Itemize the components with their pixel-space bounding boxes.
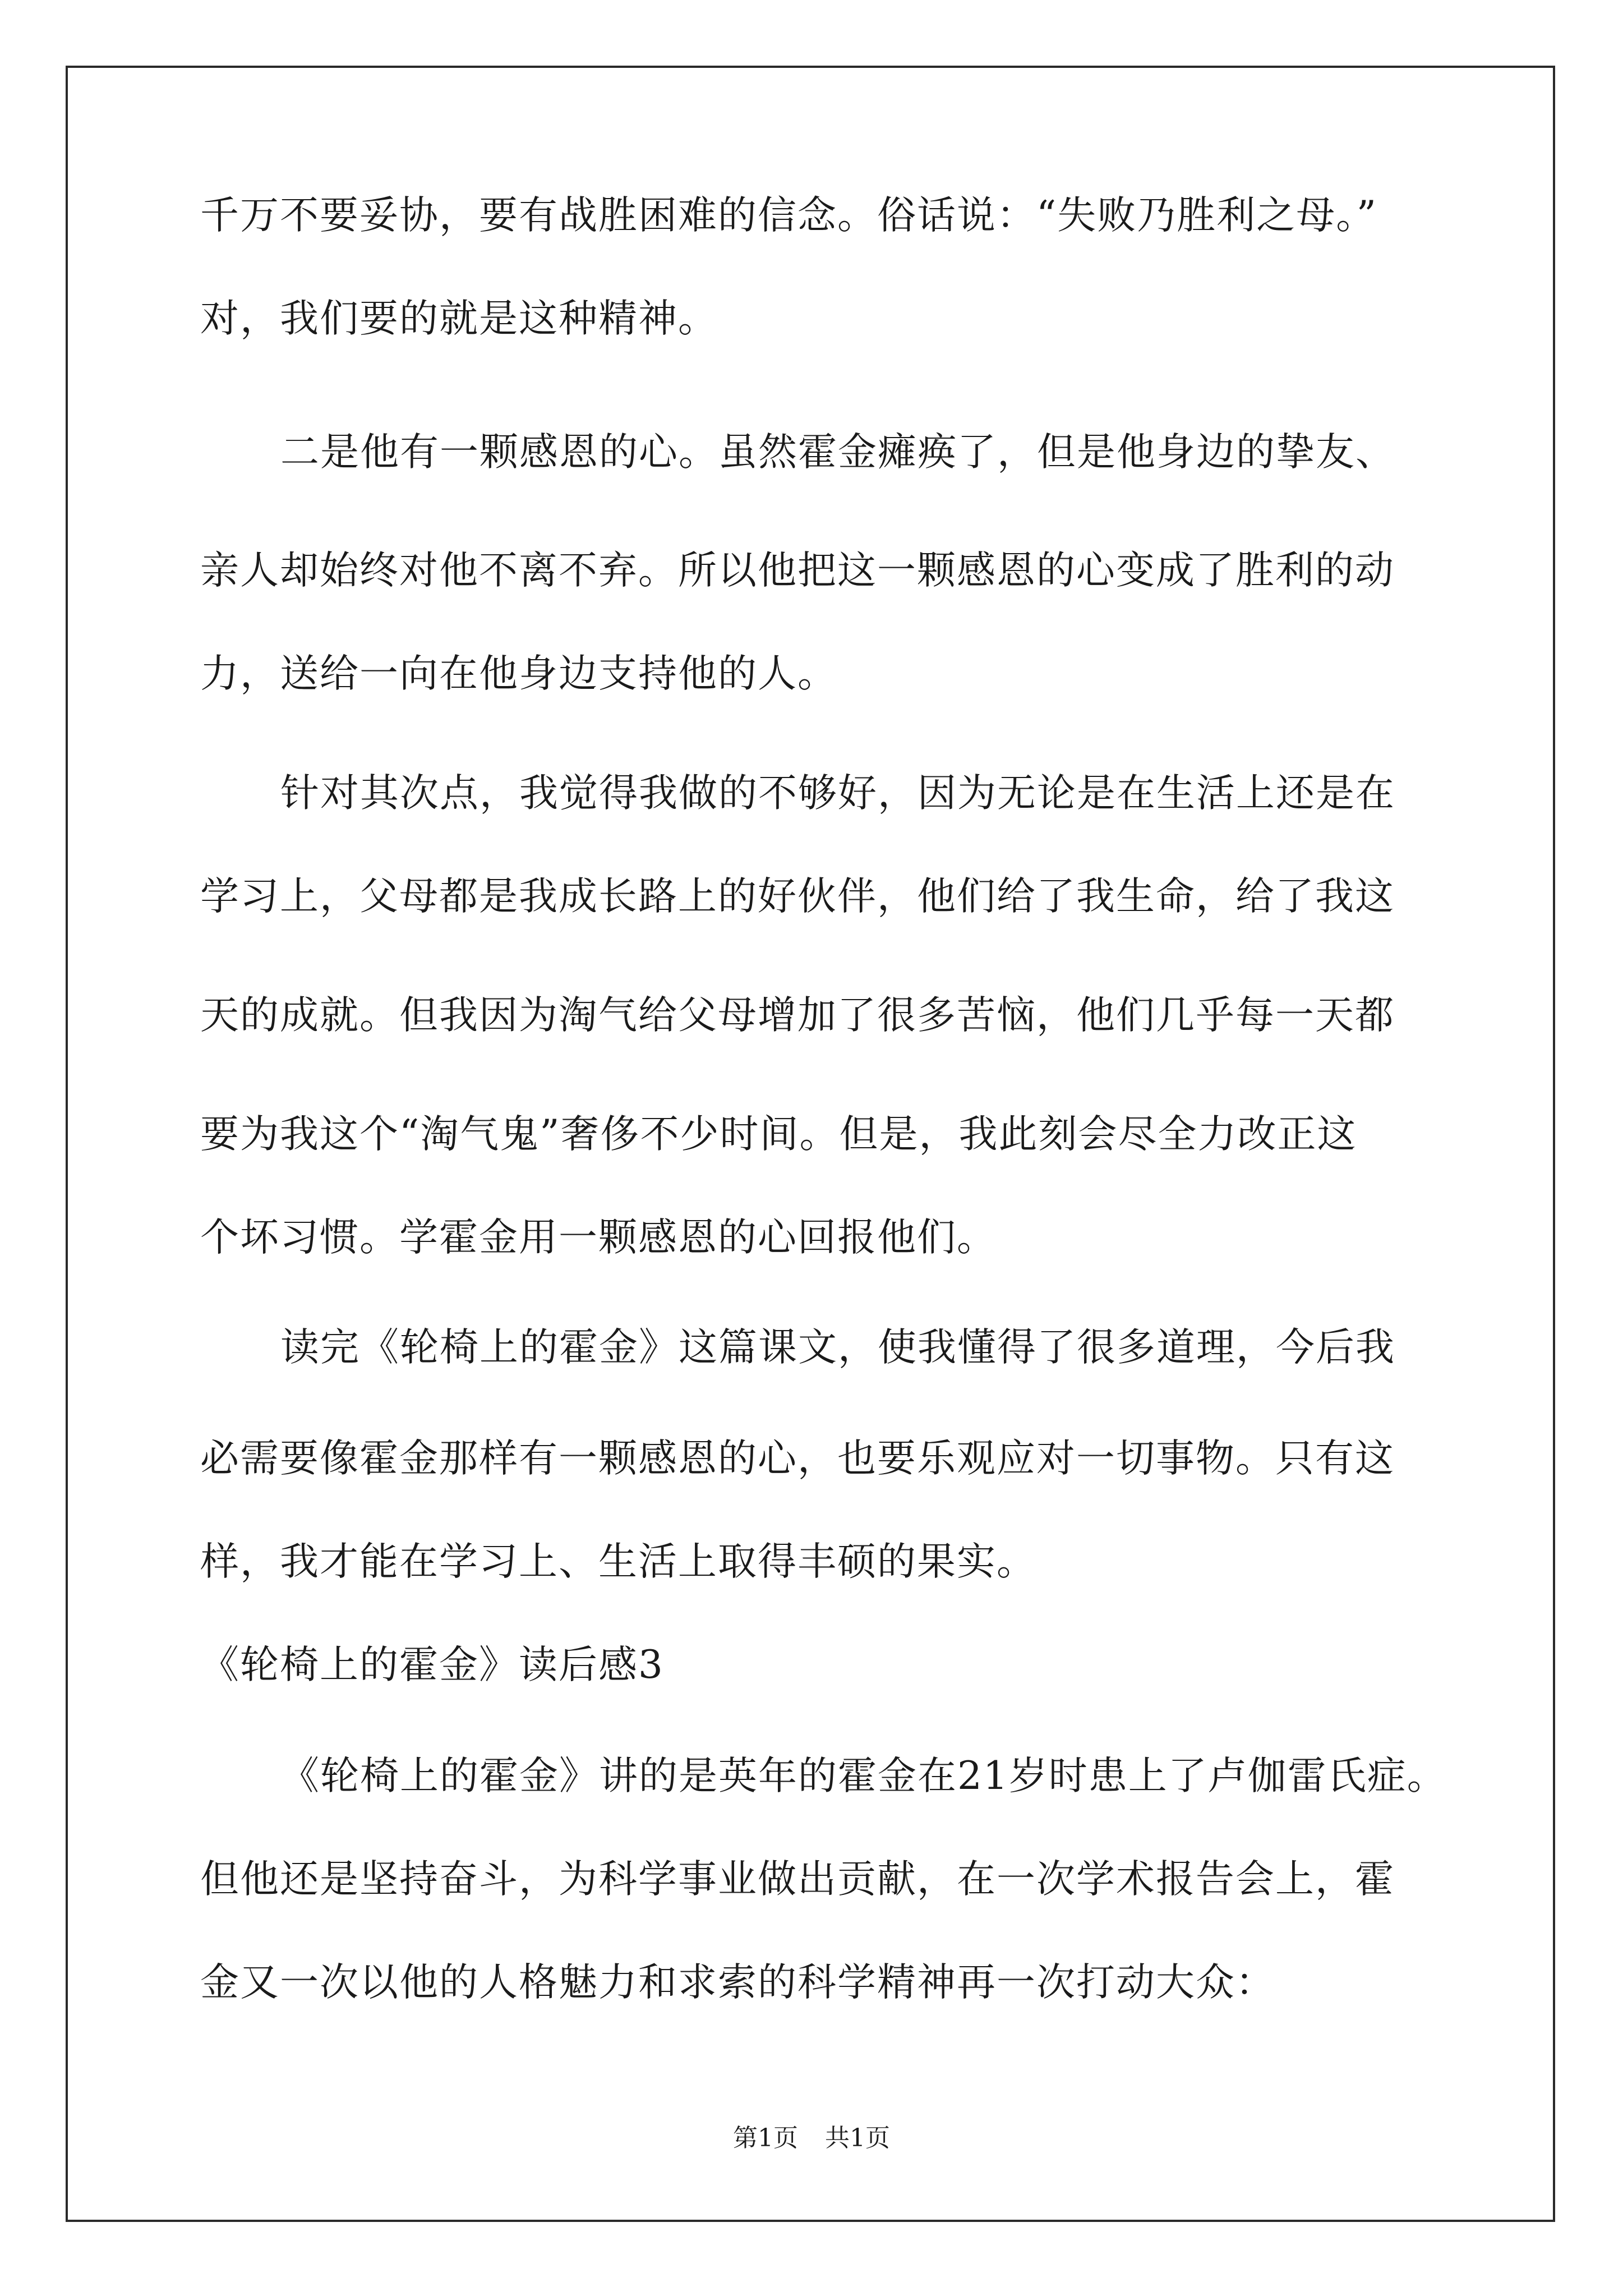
section-heading: 《轮椅上的霍金》读后感3 (200, 1642, 664, 1687)
text-line: 但他还是坚持奋斗，为科学事业做出贡献，在一次学术报告会上，霍 (200, 1857, 1395, 1902)
text-line: 要为我这个“淘气鬼”奢侈不少时间。但是，我此刻会尽全力改正这 (200, 1112, 1357, 1157)
text-line: 天的成就。但我因为淘气给父母增加了很多苦恼，他们几乎每一天都 (200, 993, 1395, 1038)
text-line: 个坏习惯。学霍金用一颗感恩的心回报他们。 (200, 1215, 997, 1260)
text-line: 学习上，父母都是我成长路上的好伙伴，他们给了我生命，给了我这 (200, 874, 1395, 919)
text-line: 力，送给一向在他身边支持他的人。 (200, 651, 837, 696)
page-total: 共1页 (825, 2124, 890, 2152)
text-line: 必需要像霍金那样有一颗感恩的心，也要乐观应对一切事物。只有这 (200, 1436, 1395, 1481)
text-line: 《轮椅上的霍金》讲的是英年的霍金在21岁时患上了卢伽雷氏症。 (280, 1754, 1447, 1798)
text-line: 二是他有一颗感恩的心。虽然霍金瘫痪了，但是他身边的挚友、 (280, 430, 1395, 475)
page-footer (0, 2122, 1623, 2155)
text-line: 对，我们要的就是这种精神。 (200, 296, 718, 341)
text-line: 读完《轮椅上的霍金》这篇课文，使我懂得了很多道理，今后我 (280, 1325, 1395, 1370)
text-line: 千万不要妥协，要有战胜困难的信念。俗话说：“失败乃胜利之母。” (200, 193, 1378, 238)
text-line: 针对其次点，我觉得我做的不够好，因为无论是在生活上还是在 (280, 771, 1395, 816)
text-line: 亲人却始终对他不离不弃。所以他把这一颗感恩的心变成了胜利的动 (200, 548, 1395, 593)
text-line: 样，我才能在学习上、生活上取得丰硕的果实。 (200, 1539, 1036, 1584)
text-line: 金又一次以他的人格魅力和求索的科学精神再一次打动大众： (200, 1960, 1275, 2005)
page-number: 第1页 (733, 2124, 798, 2152)
